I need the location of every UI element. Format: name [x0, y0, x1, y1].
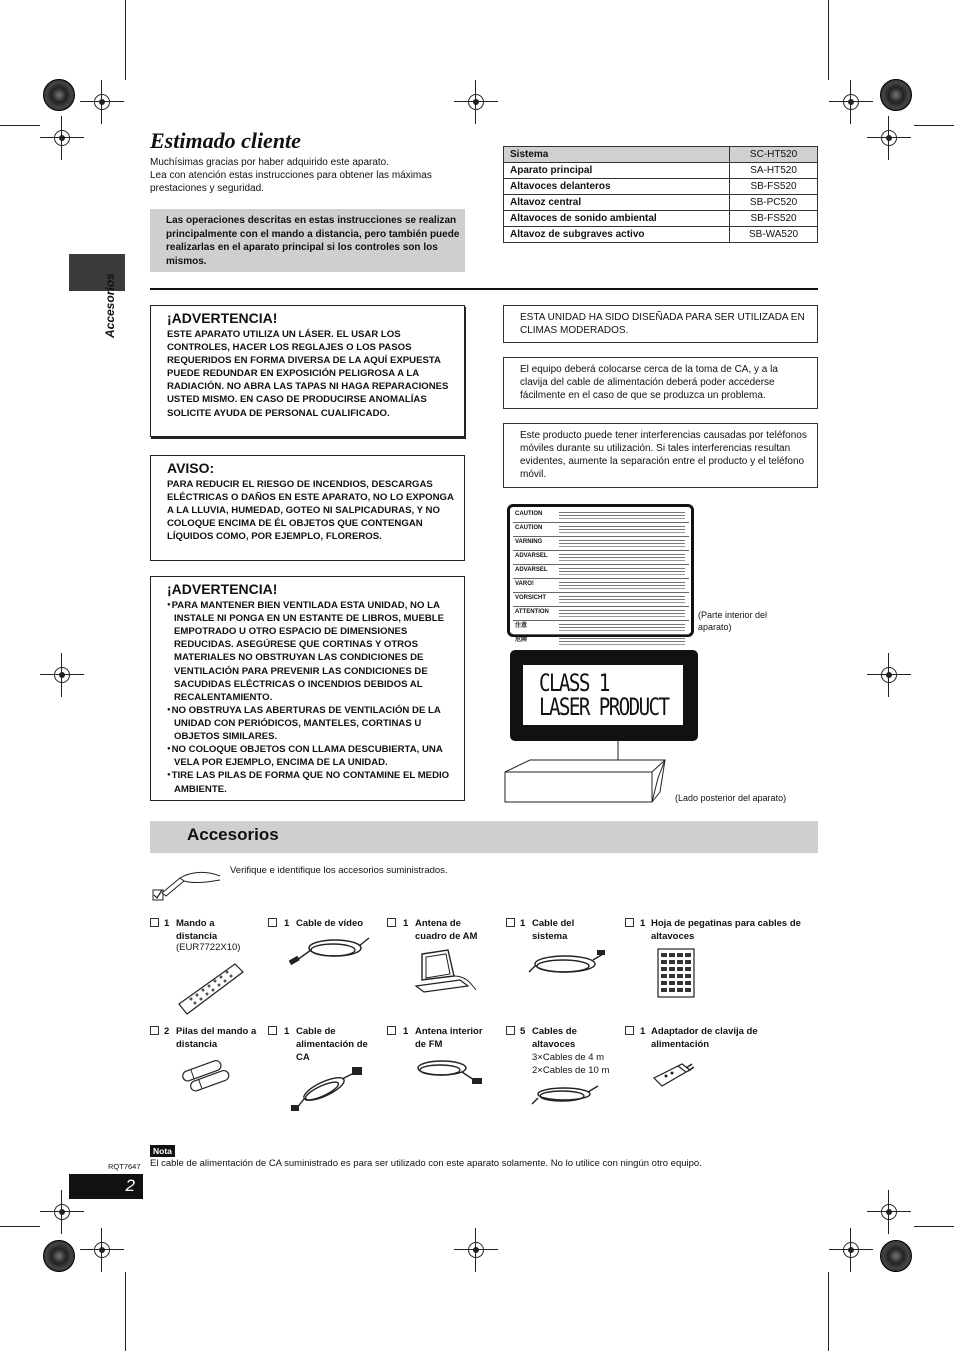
mobile-interference-note — [503, 423, 818, 488]
caution-fine-print — [559, 638, 685, 639]
accessory-qty: 1 — [640, 918, 646, 929]
caution-row — [513, 621, 689, 635]
caution-row-title: VORSICHT — [515, 595, 547, 601]
batteries-icon — [180, 1060, 236, 1092]
remote-control-icon — [175, 958, 245, 1018]
laser-warning-box — [150, 305, 465, 437]
note-text: ESTA UNIDAD HA SIDO DISEÑADA PARA SER UTILIZADA EN CLIMAS MODERADOS. — [520, 312, 805, 336]
caution-row-title: CAUTION — [515, 511, 543, 517]
accessory-name: Cable del sistema — [532, 918, 575, 942]
model-value: SB-FS520 — [730, 211, 818, 227]
caution-rows — [513, 509, 689, 648]
ventilation-warning-box — [150, 576, 465, 801]
accessory-name: Adaptador de clavija de alimentación — [651, 1026, 758, 1050]
side-section-label: Accesorios — [103, 273, 117, 338]
checkbox-icon[interactable] — [625, 1026, 634, 1035]
caution-row — [513, 537, 689, 551]
warning-heading: ¡ADVERTENCIA! — [167, 310, 278, 326]
operation-note — [150, 209, 465, 272]
checkbox-icon[interactable] — [506, 918, 515, 927]
list-item: ● NO OBSTRUYA LAS ABERTURAS DE VENTILACIÓN DE LA UNIDAD CON PERIÓDICOS, MANTELES, CORTINAS U OBJETOS SIMILARES. — [167, 704, 454, 743]
class1-line1: CLASS 1 — [539, 669, 609, 697]
accessory-qty: 1 — [403, 918, 409, 929]
operation-note-text: Las operaciones descritas en estas instrucciones se realizan principalmente con el mando a distancia, pero también puede realizarlas en el aparato principal si los controles son los mismos. — [166, 215, 460, 267]
accessory-sub: (EUR7722X10) — [176, 942, 241, 953]
crop-line — [828, 0, 829, 80]
caution-row-title: VARNING — [515, 539, 543, 545]
caution-row-title: ADVARSEL — [515, 553, 548, 559]
accessory-qty: 1 — [164, 918, 170, 929]
checkbox-icon[interactable] — [150, 1026, 159, 1035]
model-label: Altavoz central — [504, 195, 730, 211]
caution-row — [513, 635, 689, 648]
caution-row — [513, 579, 689, 593]
accessory-sub: 3×Cables de 4 m — [532, 1052, 605, 1063]
crosshair-mark — [867, 1190, 911, 1234]
crosshair-mark — [40, 116, 84, 160]
section-divider — [150, 288, 818, 290]
ac-power-cable-icon — [290, 1065, 365, 1113]
crop-line — [0, 1226, 40, 1227]
model-label: Altavoces de sonido ambiental — [504, 211, 730, 227]
nota-text: El cable de alimentación de CA suministrado es para ser utilizado con este aparato solamente. No lo utilice con ningún otro equipo. — [150, 1158, 702, 1169]
accessory-name: Pilas del mando a distancia — [176, 1026, 257, 1050]
power-outlet-note — [503, 357, 818, 409]
caution-fine-print — [559, 554, 685, 555]
accessory-item-speaker-cables — [506, 1025, 624, 1080]
sticker-sheet-icon — [657, 948, 695, 998]
caution-row — [513, 523, 689, 537]
crosshair-mark — [80, 80, 124, 124]
registration-ball-bottom-left — [43, 1240, 75, 1272]
model-table — [503, 146, 818, 243]
caution-fine-print — [559, 512, 685, 513]
model-label: Altavoz de subgraves activo — [504, 227, 730, 243]
caution-row — [513, 565, 689, 579]
registration-ball-bottom-right — [880, 1240, 912, 1272]
document-code: RQT7647 — [108, 1162, 141, 1171]
model-value: SC-HT520 — [730, 147, 818, 163]
registration-ball-top-left — [43, 79, 75, 111]
checkbox-icon[interactable] — [506, 1026, 515, 1035]
checkbox-icon[interactable] — [625, 918, 634, 927]
page-number: 2 — [125, 1176, 135, 1195]
checkbox-icon[interactable] — [387, 1026, 396, 1035]
table-row — [504, 147, 818, 163]
list-item: ● PARA MANTENER BIEN VENTILADA ESTA UNIDAD, NO LA INSTALE NI PONGA EN UN ESTANTE DE LIBROS, MUEBLE EMPOTRADO U OTRO ESPACIO DE DIMENSIONES REDUCIDAS. ASEGÚRESE QUE CORTINAS Y OTROS MATERIALES NO OBSTRUYAN LAS CONDICIONES DE VENTILACIÓN PARA PREVENIR LAS CONDICIONES DE SACUDIDAS ELÉCTRICAS O INCENDIOS DEBIDOS AL RECALENTAMIENTO. — [167, 599, 454, 704]
intro-text — [150, 156, 470, 195]
accessory-name: Antena interior de FM — [415, 1026, 483, 1050]
checkbox-icon[interactable] — [268, 1026, 277, 1035]
model-label: Altavoces delanteros — [504, 179, 730, 195]
caution-fine-print — [559, 624, 685, 625]
caution-row-title: VARO! — [515, 581, 534, 587]
laser-caution-label — [507, 504, 694, 643]
accessory-name: Cable de alimentación de CA — [296, 1026, 368, 1063]
caution-row — [513, 593, 689, 607]
aviso-body: PARA REDUCIR EL RIESGO DE INCENDIOS, DESCARGAS ELÉCTRICAS O DAÑOS EN ESTE APARATO, NO LO EXPONGA A LA LLUVIA, HUMEDAD, GOTEO NI SALPICADURAS, Y NO COLOQUE ENCIMA DE ÉL OBJETOS QUE CONTENGAN LÍQUIDOS COMO, POR EJEMPLO, FLOREROS. — [167, 479, 454, 543]
caution-row — [513, 551, 689, 565]
laser-label-caption: (Parte interior del aparato) — [698, 610, 768, 632]
crosshair-mark — [867, 116, 911, 160]
nota-tag: Nota — [150, 1145, 175, 1157]
pen-checkmark-icon — [150, 866, 222, 906]
accessory-name: Antena de cuadro de AM — [415, 918, 478, 942]
intro-line: Lea con atención estas instrucciones para obtener las máximas prestaciones y seguridad. — [150, 170, 432, 194]
class1-line2: LASER PRODUCT — [539, 693, 669, 721]
accessory-qty: 2 — [164, 1026, 170, 1037]
table-row — [504, 195, 818, 211]
crosshair-mark — [454, 80, 498, 124]
page-number-box — [69, 1174, 143, 1199]
accessory-qty: 5 — [520, 1026, 526, 1037]
crop-line — [125, 0, 126, 80]
accessories-title: Accesorios — [187, 825, 279, 844]
page-title: Estimado cliente — [150, 128, 301, 153]
accessory-qty: 1 — [520, 918, 526, 929]
accessory-name: Mando a distancia — [176, 918, 218, 942]
class1-laser-label — [510, 650, 698, 741]
accessory-name: Cable de vídeo — [296, 918, 364, 929]
accessory-name: Hoja de pegatinas para cables de altavoces — [651, 918, 801, 942]
crosshair-mark — [867, 653, 911, 697]
caution-row-title: 危険 — [515, 637, 528, 643]
warning-list — [167, 599, 454, 796]
caution-row-title: ADVARSEL — [515, 567, 548, 573]
crosshair-mark — [454, 1228, 498, 1272]
class1-label-caption: (Lado posterior del aparato) — [675, 793, 787, 803]
crop-line — [0, 125, 40, 126]
accessory-qty: 1 — [284, 918, 290, 929]
accessory-item-sticker-sheet — [625, 917, 815, 957]
climate-note — [503, 305, 818, 343]
caution-row — [513, 509, 689, 523]
accessory-qty: 1 — [640, 1026, 646, 1037]
caution-row-title: 注意 — [515, 623, 528, 629]
warning-body: ESTE APARATO UTILIZA UN LÁSER. EL USAR LOS CONTROLES, HACER LOS REGLAJES O LOS PASOS REQUERIDOS EN FORMA DIVERSA DE LA AQUÍ EXPUESTA PUEDE REDUNDAR EN EXPOSICIÓN PELIGROSA A LA RADIACIÓN. NO ABRA LAS TAPAS NI HAGA REPARACIONES USTED MISMO. EN CASO DE PRODUCIRSE ANOMALÍAS SOLICITE AYUDA DE PERSONAL CUALIFICADO. — [167, 329, 449, 419]
crosshair-mark — [829, 1228, 873, 1272]
table-row — [504, 179, 818, 195]
crosshair-mark — [80, 1228, 124, 1272]
model-label: Aparato principal — [504, 163, 730, 179]
checkbox-icon[interactable] — [268, 918, 277, 927]
accessories-header — [150, 821, 818, 853]
aviso-box — [150, 455, 465, 561]
model-label: Sistema — [504, 147, 730, 163]
video-cable-icon — [285, 928, 375, 973]
caution-fine-print — [559, 568, 685, 569]
accessories-instruction: Verifique e identifique los accesorios suministrados. — [230, 865, 448, 876]
crosshair-mark — [40, 653, 84, 697]
caution-row-title: CAUTION — [515, 525, 543, 531]
caution-fine-print — [559, 540, 685, 541]
caution-row — [513, 607, 689, 621]
crop-line — [914, 125, 954, 126]
caution-fine-print — [559, 610, 685, 611]
aviso-heading: AVISO: — [167, 460, 215, 476]
device-rear-illustration — [500, 740, 670, 810]
table-row — [504, 227, 818, 243]
checkbox-icon[interactable] — [387, 918, 396, 927]
model-value: SB-WA520 — [730, 227, 818, 243]
table-row — [504, 211, 818, 227]
class1-label-face — [523, 665, 683, 725]
plug-adaptor-icon — [650, 1058, 694, 1090]
crop-line — [914, 1226, 954, 1227]
caution-fine-print — [559, 596, 685, 597]
note-text: El equipo deberá colocarse cerca de la toma de CA, y a la clavija del cable de alimentación deberá poder accederse fácilmente en el caso de que se produzca un problema. — [520, 364, 778, 401]
list-item: ● NO COLOQUE OBJETOS CON LLAMA DESCUBIERTA, UNA VELA POR EJEMPLO, ENCIMA DE LA UNIDAD. — [167, 743, 454, 769]
warning-heading: ¡ADVERTENCIA! — [167, 581, 278, 597]
checkbox-icon[interactable] — [150, 918, 159, 927]
speaker-cables-icon — [530, 1080, 600, 1108]
accessory-qty: 1 — [284, 1026, 290, 1037]
fm-antenna-icon — [412, 1054, 484, 1086]
accessory-item-batteries — [150, 1025, 265, 1065]
accessory-qty: 1 — [403, 1026, 409, 1037]
model-value: SB-PC520 — [730, 195, 818, 211]
system-cable-icon — [527, 946, 607, 978]
note-text: Este producto puede tener interferencias causadas por teléfonos móviles durante su utilización. Si tales interferencias resultan evidentes, aumente la separación entre el producto y el teléfono móvil. — [520, 430, 807, 480]
accessory-name: Cables de altavoces — [532, 1026, 577, 1050]
intro-line: Muchísimas gracias por haber adquirido este aparato. — [150, 157, 390, 168]
list-item: ● TIRE LAS PILAS DE FORMA QUE NO CONTAMINE EL MEDIO AMBIENTE. — [167, 769, 454, 795]
am-loop-antenna-icon — [410, 946, 480, 996]
crop-line — [828, 1272, 829, 1351]
caution-fine-print — [559, 526, 685, 527]
table-row — [504, 163, 818, 179]
model-value: SB-FS520 — [730, 179, 818, 195]
model-value: SA-HT520 — [730, 163, 818, 179]
registration-ball-top-right — [880, 79, 912, 111]
caution-row-title: ATTENTION — [515, 609, 549, 615]
accessory-sub: 2×Cables de 10 m — [532, 1065, 610, 1076]
caution-fine-print — [559, 582, 685, 583]
crop-line — [125, 1272, 126, 1351]
